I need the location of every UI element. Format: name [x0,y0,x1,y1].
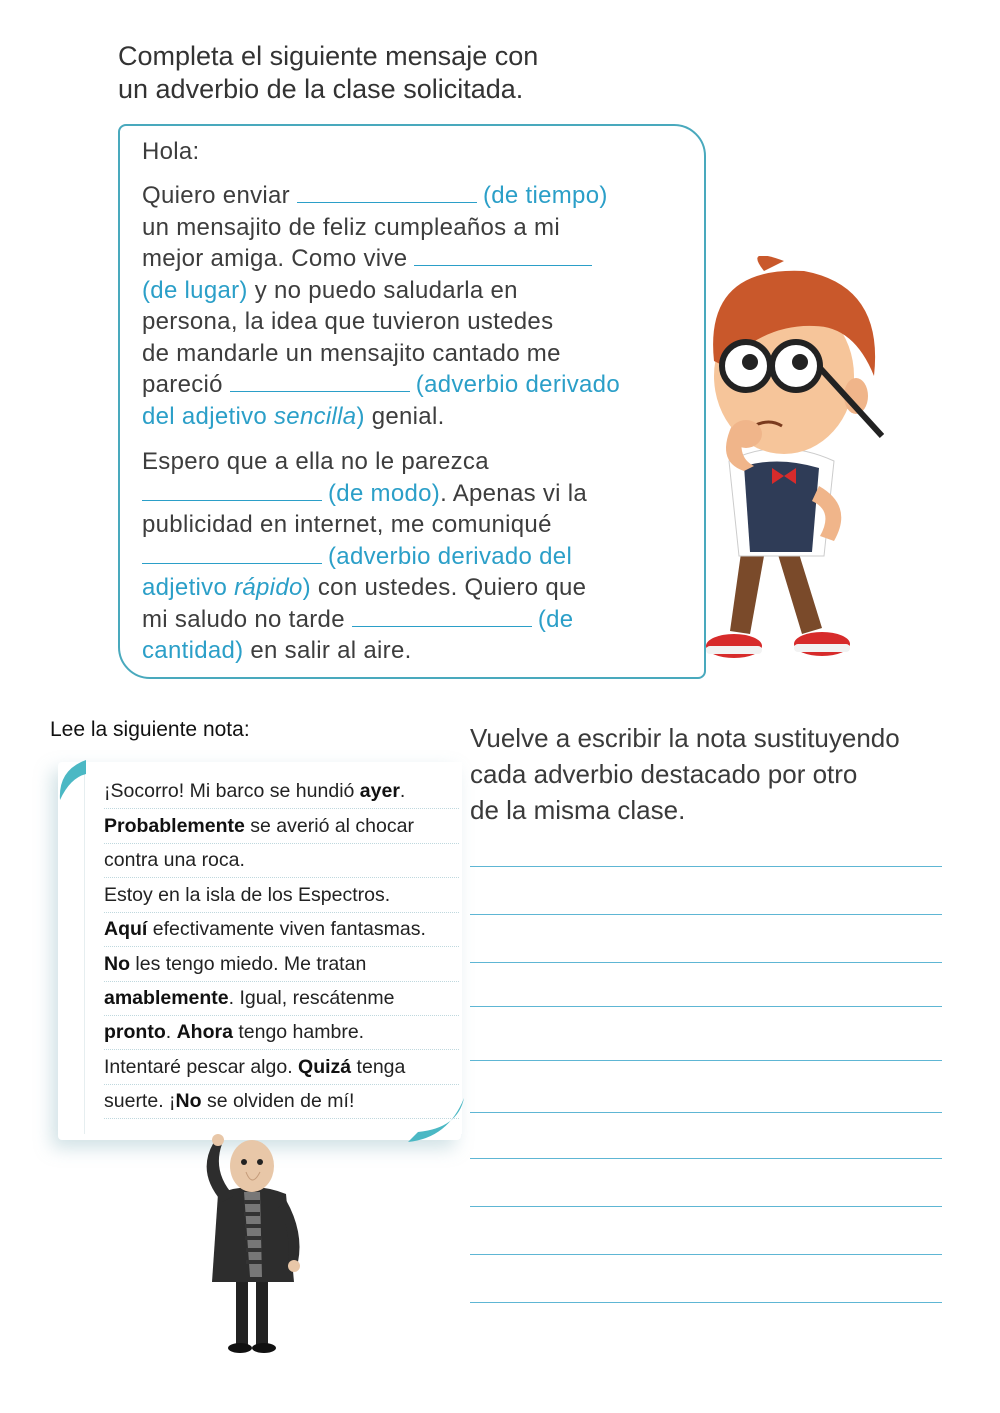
hint-de-cantidad-1: (de [537,605,574,633]
note-curl-top-icon [58,760,86,800]
note-line-1: ¡Socorro! Mi barco se hundió ayer. [104,780,459,809]
rewrite-instructions: Vuelve a escribir la nota sustituyendo cada adverbio destacado por otro de la misma clase. [470,723,900,825]
thinking-boy-illustration [684,256,884,668]
note-line-6: No les tengo miedo. Me tratan [104,953,459,982]
answer-line[interactable] [470,1302,942,1303]
title-line-1: Completa el siguiente mensaje con [118,41,539,71]
message-greeting: Hola: [142,138,200,165]
note-line-7: amablemente. Igual, rescátenme [104,987,459,1016]
answer-line[interactable] [470,1206,942,1207]
note-line-3: contra una roca. [104,849,459,878]
note-line-10: suerte. ¡No se olviden de mí! [104,1090,459,1119]
hint-sencilla-1: (adverbio derivado [415,371,620,398]
blank-de-tiempo[interactable] [297,182,477,203]
hint-de-modo: (de modo) [328,479,441,507]
hint-de-lugar: (de lugar) [142,276,248,304]
blank-de-lugar[interactable] [414,245,592,266]
answer-line[interactable] [470,914,942,915]
man-pointing-illustration [186,1132,316,1354]
answer-line[interactable] [470,1254,942,1255]
answer-line[interactable] [470,866,942,867]
blank-rapido[interactable] [142,543,322,564]
message-paragraph-1: Quiero enviar (de tiempo) un mensajito de feliz cumpleaños a mi mejor amiga. Como vive (de lugar) y no puedo saludarla en persona, la idea que tuvieron ustedes de mandarle un mensajito cantado me pareció (adverbio derivado del adjetivo sencilla) genial. [142,182,620,430]
hint-de-tiempo: (de tiempo) [482,182,608,209]
answer-line[interactable] [470,1112,942,1113]
note-line-4: Estoy en la isla de los Espectros. [104,884,459,913]
instruction-title [118,40,678,106]
title-line-2: un adverbio de la clase solicitada. [118,74,524,104]
blank-sencilla[interactable] [230,371,410,392]
note-heading: Lee la siguiente nota: [50,718,250,741]
blank-de-modo[interactable] [142,480,322,501]
answer-line[interactable] [470,1060,942,1061]
note-line-8: pronto. Ahora tengo hambre. [104,1021,459,1050]
hint-rapido-1: (adverbio derivado del [328,542,573,570]
answer-line[interactable] [470,962,942,963]
note-line-5: Aquí efectivamente viven fantasmas. [104,918,459,947]
note-line-2: Probablemente se averió al chocar [104,815,459,844]
answer-line[interactable] [470,1006,942,1007]
message-paragraph-2: Espero que a ella no le parezca (de modo). Apenas vi la publicidad en internet, me comuniqué (adverbio derivado del adjetivo rápido) con ustedes. Quiero que mi saludo no tarde (de cantidad) en salir al aire. [142,448,588,664]
blank-de-cantidad[interactable] [352,606,532,627]
answer-line[interactable] [470,1158,942,1159]
note-line-9: Intentaré pescar algo. Quizá tenga [104,1056,459,1085]
